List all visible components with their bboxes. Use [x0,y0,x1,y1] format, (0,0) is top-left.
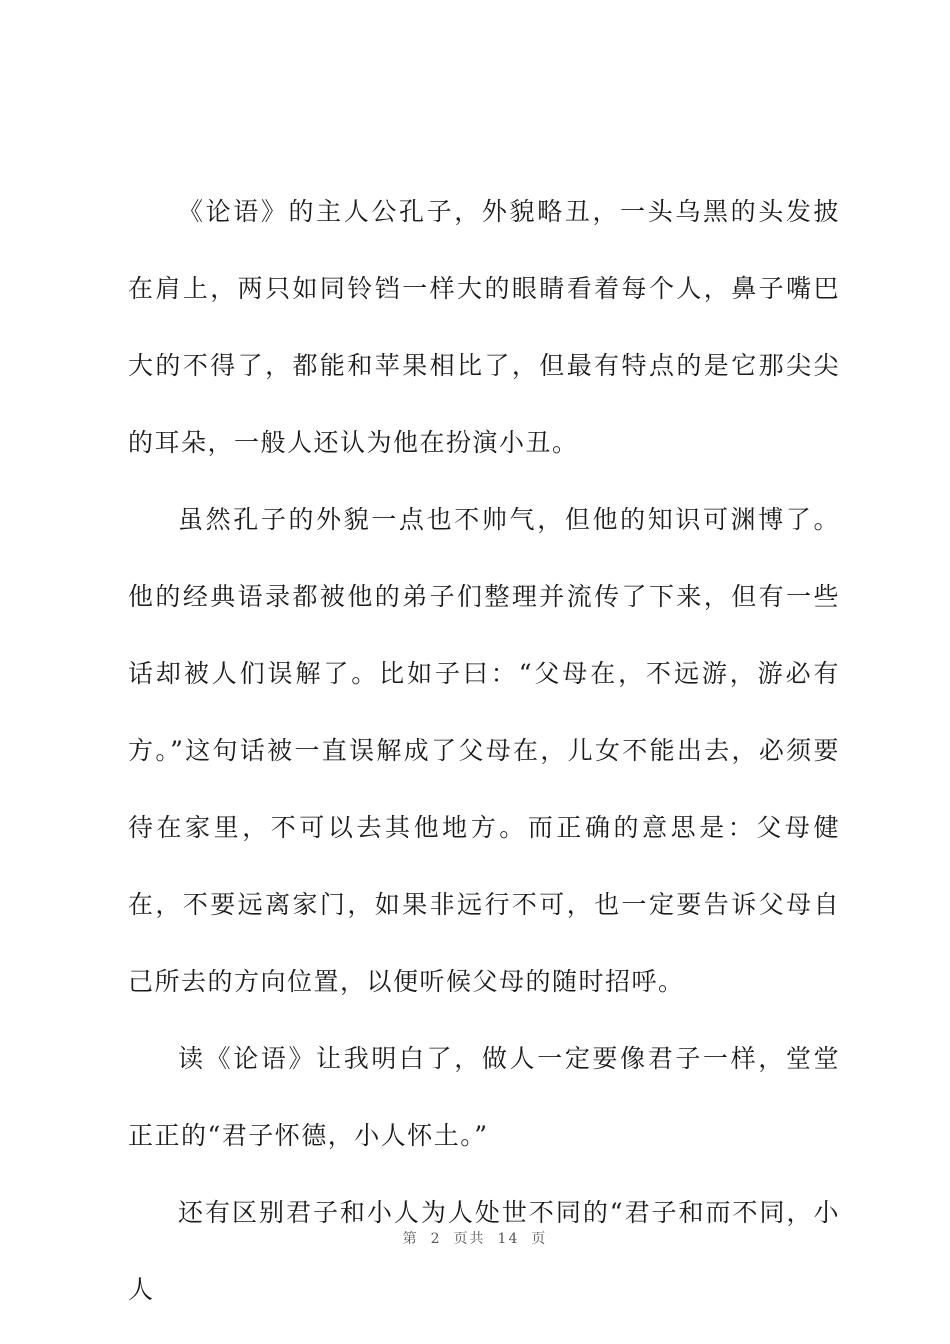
paragraph: 虽然孔子的外貌一点也不帅气，但他的知识可渊博了。他的经典语录都被他的弟子们整理并流传了下来，但有一些话却被人们误解了。比如子曰：“父母在，不远游，游必有方。”这句话被一直误解成了父母在，儿女不能出去，必须要待在家里，不可以去其他地方。而正确的意思是：父母健在，不要远离家门，如果非远行不可，也一定要告诉父母自己所去的方向位置，以便听候父母的随时招呼。 [128,505,840,996]
footer-suffix: 页 [531,1231,548,1247]
paragraph: 《论语》的主人公孔子，外貌略丑，一头乌黑的头发披在肩上，两只如同铃铛一样大的眼睛看着每个人，鼻子嘴巴大的不得了，都能和苹果相比了，但最有特点的是它那尖尖的耳朵，一般人还认为他在扮演小丑。 [128,197,840,457]
paragraph: 读《论语》让我明白了，做人一定要像君子一样，堂堂正正的“君子怀德，小人怀土。” [128,1044,840,1150]
footer-middle: 页共 [453,1231,486,1247]
paragraph: 还有区别君子和小人为人处世不同的“君子和而不同，小人 [128,1198,840,1304]
footer-total-pages: 14 [497,1231,520,1247]
footer-prefix: 第 [402,1231,419,1247]
body-text [128,173,840,1328]
footer-page-number: 2 [430,1231,442,1247]
page-footer [0,1228,950,1248]
